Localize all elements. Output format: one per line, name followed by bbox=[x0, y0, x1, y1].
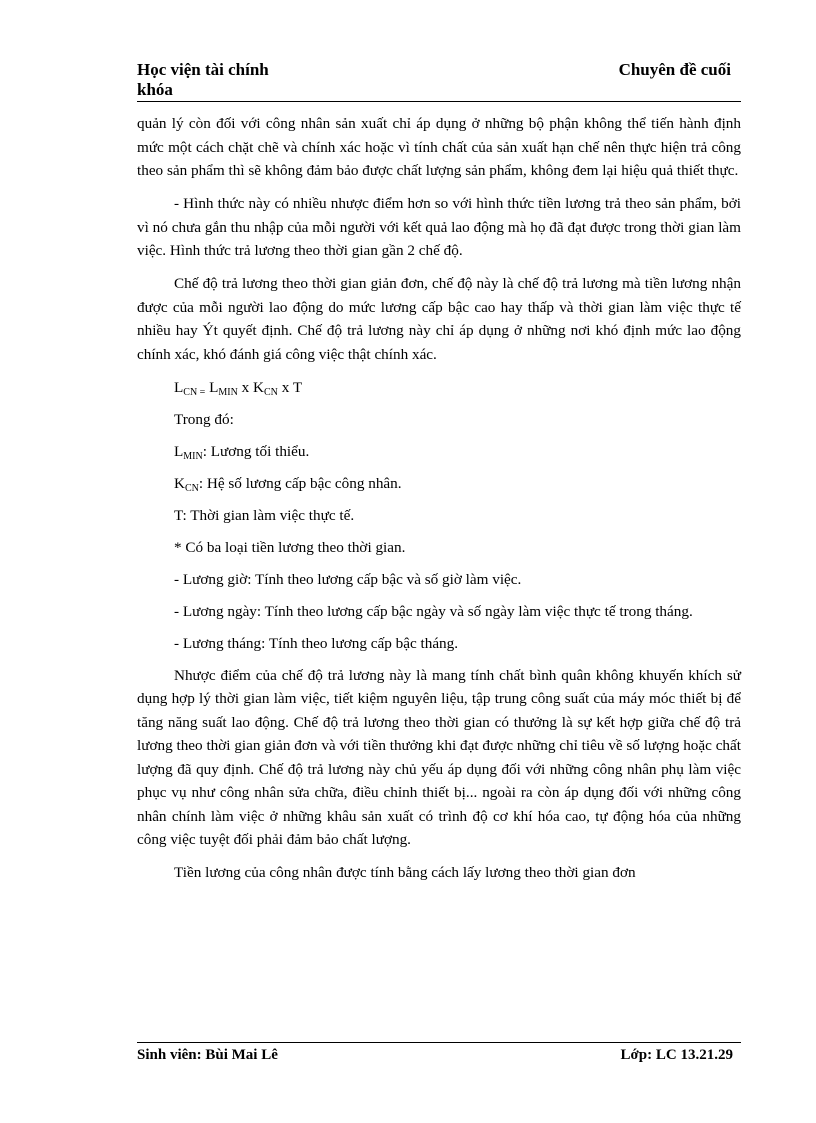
header-rule bbox=[137, 101, 741, 102]
paragraph: Chế độ trả lương theo thời gian giản đơn, chế độ này là chế độ trả lương mà tiền lương nhận được của mỗi người lao động do mức lương cấp bậc cao hay thấp và thời gian làm việc thực tế nhiều hay Ýt quyết định. Chế độ trả lương này chỉ áp dụng ở những nơi khó định mức lao động chính xác, khó đánh giá công việc thật chính xác. bbox=[137, 275, 741, 363]
paragraph: - Hình thức này có nhiều nhược điểm hơn so với hình thức tiền lương trả theo sản phẩm, bởi vì nó chưa gắn thu nhập của mỗi người với kết quả lao động mà họ đã đạt được trong thời gian làm việc. Hình thức trả lương theo thời gian gần 2 chế độ. bbox=[137, 195, 741, 259]
list-item: * Có ba loại tiền lương theo thời gian. bbox=[174, 538, 406, 556]
paragraph: Tiền lương của công nhân được tính bằng cách lấy lương theo thời gian đơn bbox=[174, 864, 636, 881]
list-item: - Lương ngày: Tính theo lương cấp bậc ngày và số ngày làm việc thực tế trong tháng. bbox=[174, 602, 693, 620]
formula: $L_{CN =}$ $L_{MIN}$ x $K_{CN}$ x T bbox=[174, 378, 303, 398]
legend-intro: Trong đó: bbox=[174, 410, 234, 428]
list-item: - Lương giờ: Tính theo lương cấp bậc và số giờ làm việc. bbox=[174, 570, 522, 588]
footer-class: Lớp: LC 13.21.29 bbox=[620, 1047, 733, 1063]
footer-rule bbox=[137, 1042, 741, 1043]
legend-t: T: Thời gian làm việc thực tế. bbox=[174, 506, 355, 524]
page-body bbox=[137, 112, 741, 894]
paragraph: quản lý còn đối với công nhân sản xuất chỉ áp dụng ở những bộ phận không thể tiến hành định mức một cách chặt chẽ và chính xác hoặc vì tính chất của sản xuất hạn chế nên thực hiện trả công theo sản phẩm thì sẽ không đảm bảo được chất lượng sản phẩm, không đem lại hiệu quả thiết thực. bbox=[137, 115, 741, 179]
header-institution: Học viện tài chính bbox=[137, 60, 269, 79]
list-item: - Lương tháng: Tính theo lương cấp bậc tháng. bbox=[174, 634, 459, 652]
legend-lmin: $L_{MIN}$: Lương tối thiểu. bbox=[174, 442, 310, 462]
footer-student: Sinh viên: Bùi Mai Lê bbox=[137, 1047, 278, 1063]
header-title-wrap: khóa bbox=[137, 80, 173, 99]
header-title: Chuyên đề cuối bbox=[618, 60, 731, 79]
paragraph: Nhược điểm của chế độ trả lương này là mang tính chất bình quân không khuyến khích sử dụng hợp lý thời gian làm việc, tiết kiệm nguyên liệu, tập trung công suất của máy móc thiết bị để tăng năng suất lao động. Chế độ trả lương theo thời gian có thưởng là sự kết hợp giữa chế độ trả lương theo thời gian giản đơn và với tiền thưởng khi đạt được những chỉ tiêu về số lượng hoặc chất lượng đã quy định. Chế độ trả lương này chủ yếu áp dụng đối với những công nhân phụ làm việc phục vụ như công nhân sửa chữa, điều chỉnh thiết bị... ngoài ra còn áp dụng đối với những công nhân chính làm việc ở những khâu sản xuất có trình độ cơ khí hóa cao, tự động hóa của những công việc tuyệt đối phải đảm bảo chất lượng. bbox=[137, 666, 741, 848]
legend-kcn: $K_{CN}$: Hệ số lương cấp bậc công nhân. bbox=[174, 474, 402, 494]
